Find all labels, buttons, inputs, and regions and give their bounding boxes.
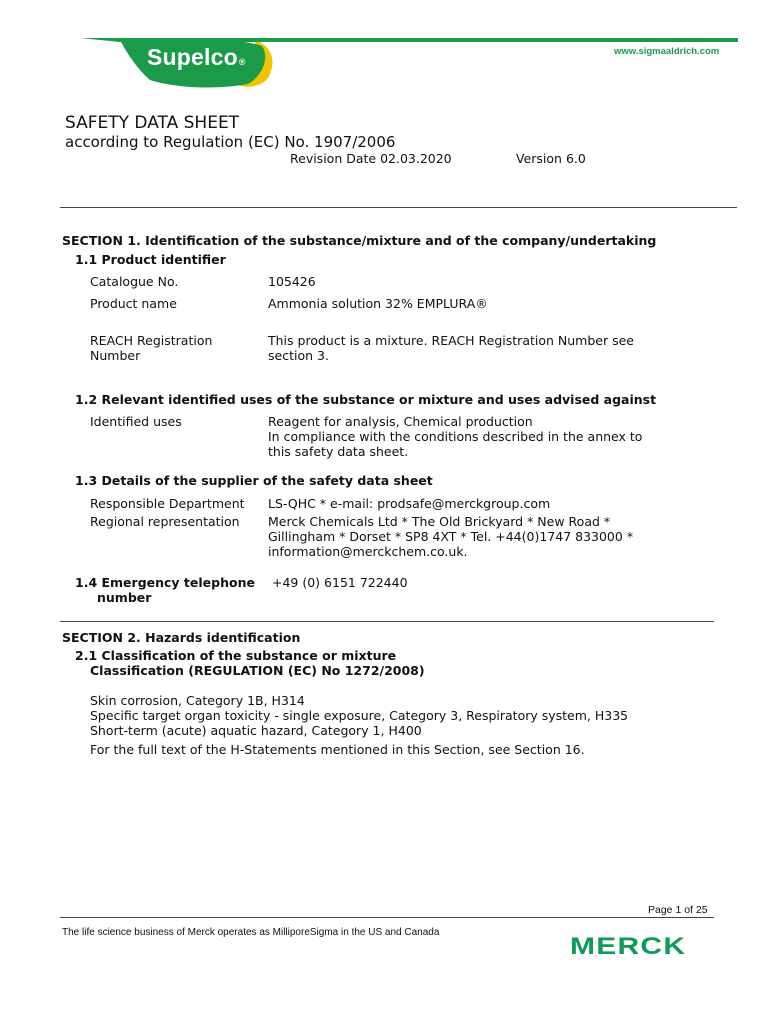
subsection-1-4-heading-line-1: 1.4 Emergency telephone	[75, 575, 255, 590]
classification-heading: Classification (REGULATION (EC) No 1272/2008)	[90, 663, 425, 678]
responsible-department-value: LS-QHC * e-mail: prodsafe@merckgroup.com	[268, 496, 551, 511]
version: Version 6.0	[516, 151, 586, 166]
product-name-value: Ammonia solution 32% EMPLURA®	[268, 296, 488, 311]
catalogue-label: Catalogue No.	[90, 274, 179, 289]
subsection-1-1-heading: 1.1 Product identifier	[75, 252, 226, 267]
hazard-line: Short-term (acute) aquatic hazard, Category 1, H400	[90, 723, 422, 738]
subsection-1-2-heading: 1.2 Relevant identified uses of the substance or mixture and uses advised against	[75, 392, 657, 407]
revision-date: Revision Date 02.03.2020	[290, 151, 452, 166]
responsible-department-label: Responsible Department	[90, 496, 245, 511]
regional-representation-line-3: information@merckchem.co.uk.	[268, 544, 468, 559]
regional-representation-label: Regional representation	[90, 514, 240, 529]
brand-name: Supelco®	[147, 44, 246, 70]
divider	[60, 207, 737, 208]
website-link[interactable]: www.sigmaaldrich.com	[614, 46, 720, 57]
supelco-logo-banner	[0, 0, 768, 100]
catalogue-value: 105426	[268, 274, 316, 289]
hazard-line: Specific target organ toxicity - single exposure, Category 3, Respiratory system, H335	[90, 708, 629, 723]
reach-label-line-2: Number	[90, 348, 141, 363]
identified-uses-line-1: Reagent for analysis, Chemical production	[268, 414, 533, 429]
regional-representation-line-1: Merck Chemicals Ltd * The Old Brickyard * New Road *	[268, 514, 611, 529]
document-title: SAFETY DATA SHEET	[65, 113, 240, 133]
emergency-phone-value: +49 (0) 6151 722440	[272, 575, 408, 590]
hazard-line: Skin corrosion, Category 1B, H314	[90, 693, 305, 708]
subsection-2-1-heading: 2.1 Classification of the substance or mixture	[75, 648, 397, 663]
identified-uses-line-2: In compliance with the conditions described in the annex to	[268, 429, 643, 444]
reach-value-line-1: This product is a mixture. REACH Registration Number see	[268, 333, 634, 348]
footer-divider	[60, 917, 714, 918]
section-2-heading: SECTION 2. Hazards identification	[62, 630, 301, 645]
subsection-1-3-heading: 1.3 Details of the supplier of the safety data sheet	[75, 473, 433, 488]
reach-value-line-2: section 3.	[268, 348, 329, 363]
identified-uses-line-3: this safety data sheet.	[268, 444, 409, 459]
document-subtitle: according to Regulation (EC) No. 1907/2006	[65, 133, 396, 151]
hazard-note: For the full text of the H-Statements mentioned in this Section, see Section 16.	[90, 742, 585, 757]
subsection-1-4-heading-line-2: number	[97, 590, 152, 605]
page-number: Page 1 of 25	[648, 904, 708, 916]
footer-note: The life science business of Merck operates as MilliporeSigma in the US and Canada	[62, 927, 440, 938]
divider	[60, 621, 714, 622]
regional-representation-line-2: Gillingham * Dorset * SP8 4XT * Tel. +44(0)1747 833000 *	[268, 529, 634, 544]
section-1-heading: SECTION 1. Identification of the substance/mixture and of the company/undertaking	[62, 233, 657, 248]
identified-uses-label: Identified uses	[90, 414, 182, 429]
merck-logo: MERCK	[570, 933, 687, 960]
reach-label-line-1: REACH Registration	[90, 333, 213, 348]
product-name-label: Product name	[90, 296, 177, 311]
